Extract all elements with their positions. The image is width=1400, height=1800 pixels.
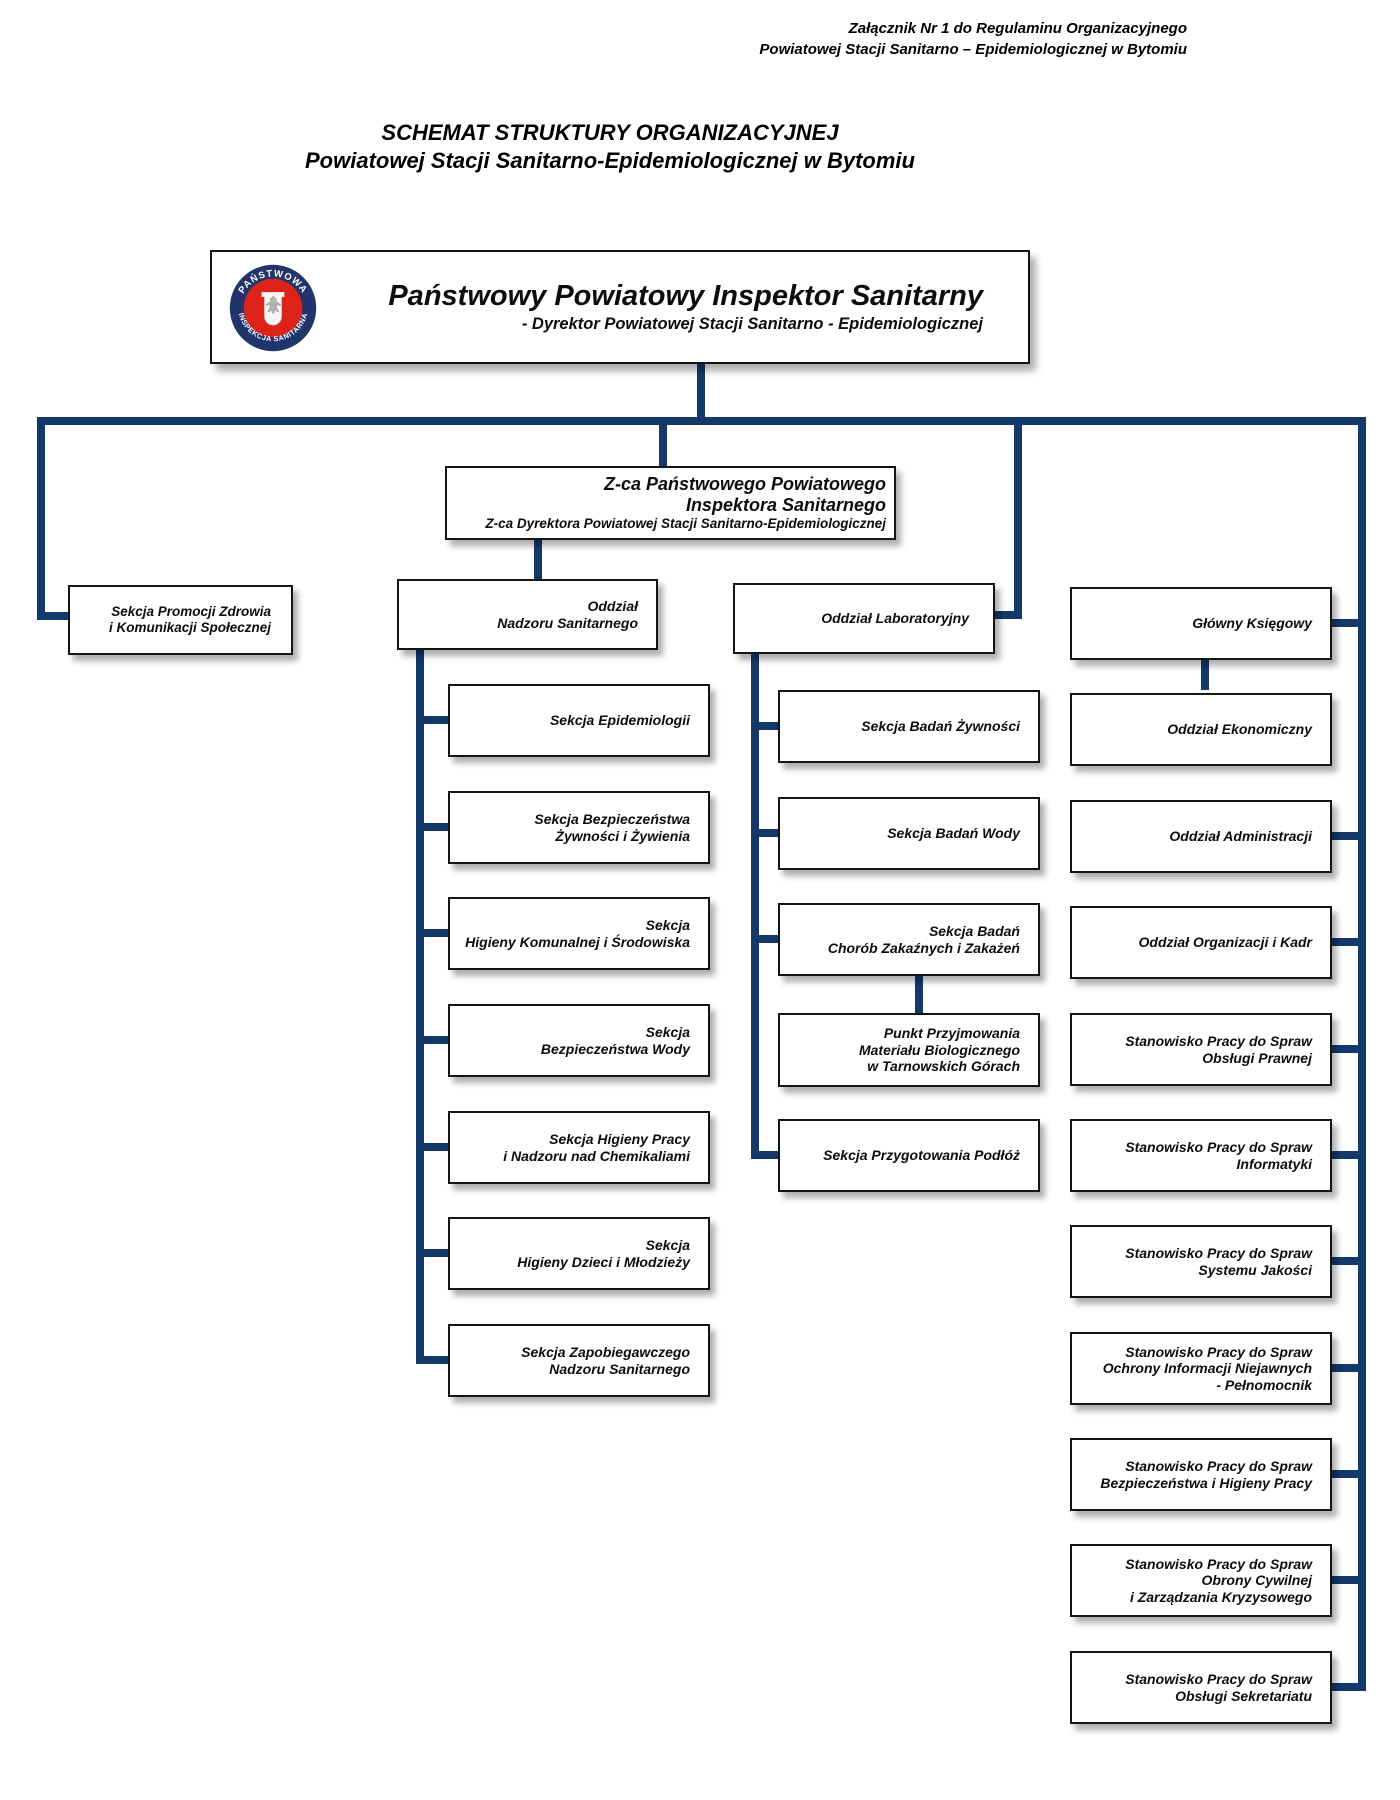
org-node-oddzial-laboratoryjny: Oddział Laboratoryjny xyxy=(733,583,995,654)
connector-col1-stub xyxy=(418,929,450,937)
org-node-stanowisko-systemu-jakosci: Stanowisko Pracy do Spraw Systemu Jakości xyxy=(1070,1225,1332,1298)
org-node-sekcja-higieny-dzieci: Sekcja Higieny Dzieci i Młodzieży xyxy=(448,1217,710,1290)
org-node-stanowisko-ochrony-informacji: Stanowisko Pracy do Spraw Ochrony Informacji Niejawnych - Pełnomocnik xyxy=(1070,1332,1332,1405)
connector-col4-stub xyxy=(1330,1151,1358,1159)
deputy-subline: Z-ca Dyrektora Powiatowej Stacji Sanitarno-Epidemiologicznej xyxy=(485,516,886,531)
root-subtitle: - Dyrektor Powiatowej Stacji Sanitarno - Epidemiologicznej xyxy=(521,315,983,333)
connector-nadzor-drop xyxy=(534,540,542,579)
root-title: Państwowy Powiatowy Inspektor Sanitarny xyxy=(388,280,983,312)
org-node-sekcja-promocji-zdrowia: Sekcja Promocji Zdrowia i Komunikacji Społecznej xyxy=(68,585,293,655)
org-node-sekcja-badan-chorob-zakaznych: Sekcja Badań Chorób Zakaźnych i Zakażeń xyxy=(778,903,1040,976)
org-node-deputy xyxy=(445,466,896,540)
org-node-oddzial-nadzoru-sanitarnego: Oddział Nadzoru Sanitarnego xyxy=(397,579,658,650)
connector-col4-stub xyxy=(1330,1364,1358,1372)
connector-col4-trunk xyxy=(1358,417,1366,1691)
org-node-stanowisko-obslugi-sekretariatu: Stanowisko Pracy do Spraw Obsługi Sekretariatu xyxy=(1070,1651,1332,1724)
connector-col4-stub xyxy=(1330,832,1358,840)
connector-col1-stub xyxy=(418,1143,450,1151)
connector-col4-stub xyxy=(1330,1045,1358,1053)
connector-lab-drop xyxy=(1014,425,1022,619)
org-node-punkt-przyjmowania-materialu: Punkt Przyjmowania Materiału Biologicznego w Tarnowskich Górach xyxy=(778,1013,1040,1087)
connector-col4-stub xyxy=(1330,938,1358,946)
org-node-sekcja-przygotowania-podloz: Sekcja Przygotowania Podłóż xyxy=(778,1119,1040,1192)
attachment-note: Załącznik Nr 1 do Regulaminu Organizacyjnego Powiatowej Stacji Sanitarno – Epidemiologicznej w Bytomiu xyxy=(759,20,1187,58)
state-sanitary-inspection-logo-icon xyxy=(228,263,318,353)
org-node-sekcja-badan-zywnosci: Sekcja Badań Żywności xyxy=(778,690,1040,763)
connector-col4-stub xyxy=(1330,619,1358,627)
org-node-sekcja-higieny-pracy: Sekcja Higieny Pracy i Nadzoru nad Chemikaliami xyxy=(448,1111,710,1184)
logo-bottom-text: INSPEKCJA SANITARNA xyxy=(236,311,310,344)
org-node-sekcja-zapobiegawczego-nadzoru: Sekcja Zapobiegawczego Nadzoru Sanitarnego xyxy=(448,1324,710,1397)
connector-col1-stub xyxy=(418,1249,450,1257)
connector-col4-stub xyxy=(1330,1576,1358,1584)
connector-deputy-drop xyxy=(659,425,667,466)
connector-left-drop xyxy=(37,417,45,620)
connector-col4-stub xyxy=(1330,1257,1358,1265)
logo-top-text: PAŃSTWOWA xyxy=(236,268,310,296)
org-node-stanowisko-informatyki: Stanowisko Pracy do Spraw Informatyki xyxy=(1070,1119,1332,1192)
connector-bus xyxy=(37,417,1366,425)
connector-col1-stub xyxy=(418,716,450,724)
org-node-oddzial-ekonomiczny: Oddział Ekonomiczny xyxy=(1070,693,1332,766)
connector-col4-stub xyxy=(1330,1683,1358,1691)
org-node-sekcja-bezpieczenstwa-zywnosci: Sekcja Bezpieczeństwa Żywności i Żywienia xyxy=(448,791,710,864)
org-node-stanowisko-obslugi-prawnej: Stanowisko Pracy do Spraw Obsługi Prawnej xyxy=(1070,1013,1332,1086)
org-node-stanowisko-bhp: Stanowisko Pracy do Spraw Bezpieczeństwa i Higieny Pracy xyxy=(1070,1438,1332,1511)
connector-col4-stub xyxy=(1330,1470,1358,1478)
connector-punkt-drop xyxy=(915,976,923,1013)
connector-ekonomiczny-drop xyxy=(1201,660,1209,690)
connector-col1-stub xyxy=(418,1356,450,1364)
org-node-oddzial-administracji: Oddział Administracji xyxy=(1070,800,1332,873)
org-node-sekcja-epidemiologii: Sekcja Epidemiologii xyxy=(448,684,710,757)
org-node-sekcja-higieny-komunalnej: Sekcja Higieny Komunalnej i Środowiska xyxy=(448,897,710,970)
page-title: SCHEMAT STRUKTURY ORGANIZACYJNEJ Powiatowej Stacji Sanitarno-Epidemiologicznej w Bytomiu xyxy=(305,120,915,173)
org-node-stanowisko-obrony-cywilnej: Stanowisko Pracy do Spraw Obrony Cywilnej i Zarządzania Kryzysowego xyxy=(1070,1544,1332,1617)
org-node-sekcja-badan-wody: Sekcja Badań Wody xyxy=(778,797,1040,870)
connector-left-stub xyxy=(37,612,70,620)
org-node-oddzial-organizacji-i-kadr: Oddział Organizacji i Kadr xyxy=(1070,906,1332,979)
connector-col1-stub xyxy=(418,823,450,831)
org-node-glowny-ksiegowy: Główny Księgowy xyxy=(1070,587,1332,660)
connector-lab-stub xyxy=(993,611,1022,619)
org-node-sekcja-bezpieczenstwa-wody: Sekcja Bezpieczeństwa Wody xyxy=(448,1004,710,1077)
root-text xyxy=(342,252,983,362)
deputy-main-lines: Z-ca Państwowego Powiatowego Inspektora Sanitarnego xyxy=(603,474,886,515)
connector-col1-stub xyxy=(418,1036,450,1044)
connector-root-drop xyxy=(697,364,705,421)
org-node-root xyxy=(210,250,1030,364)
